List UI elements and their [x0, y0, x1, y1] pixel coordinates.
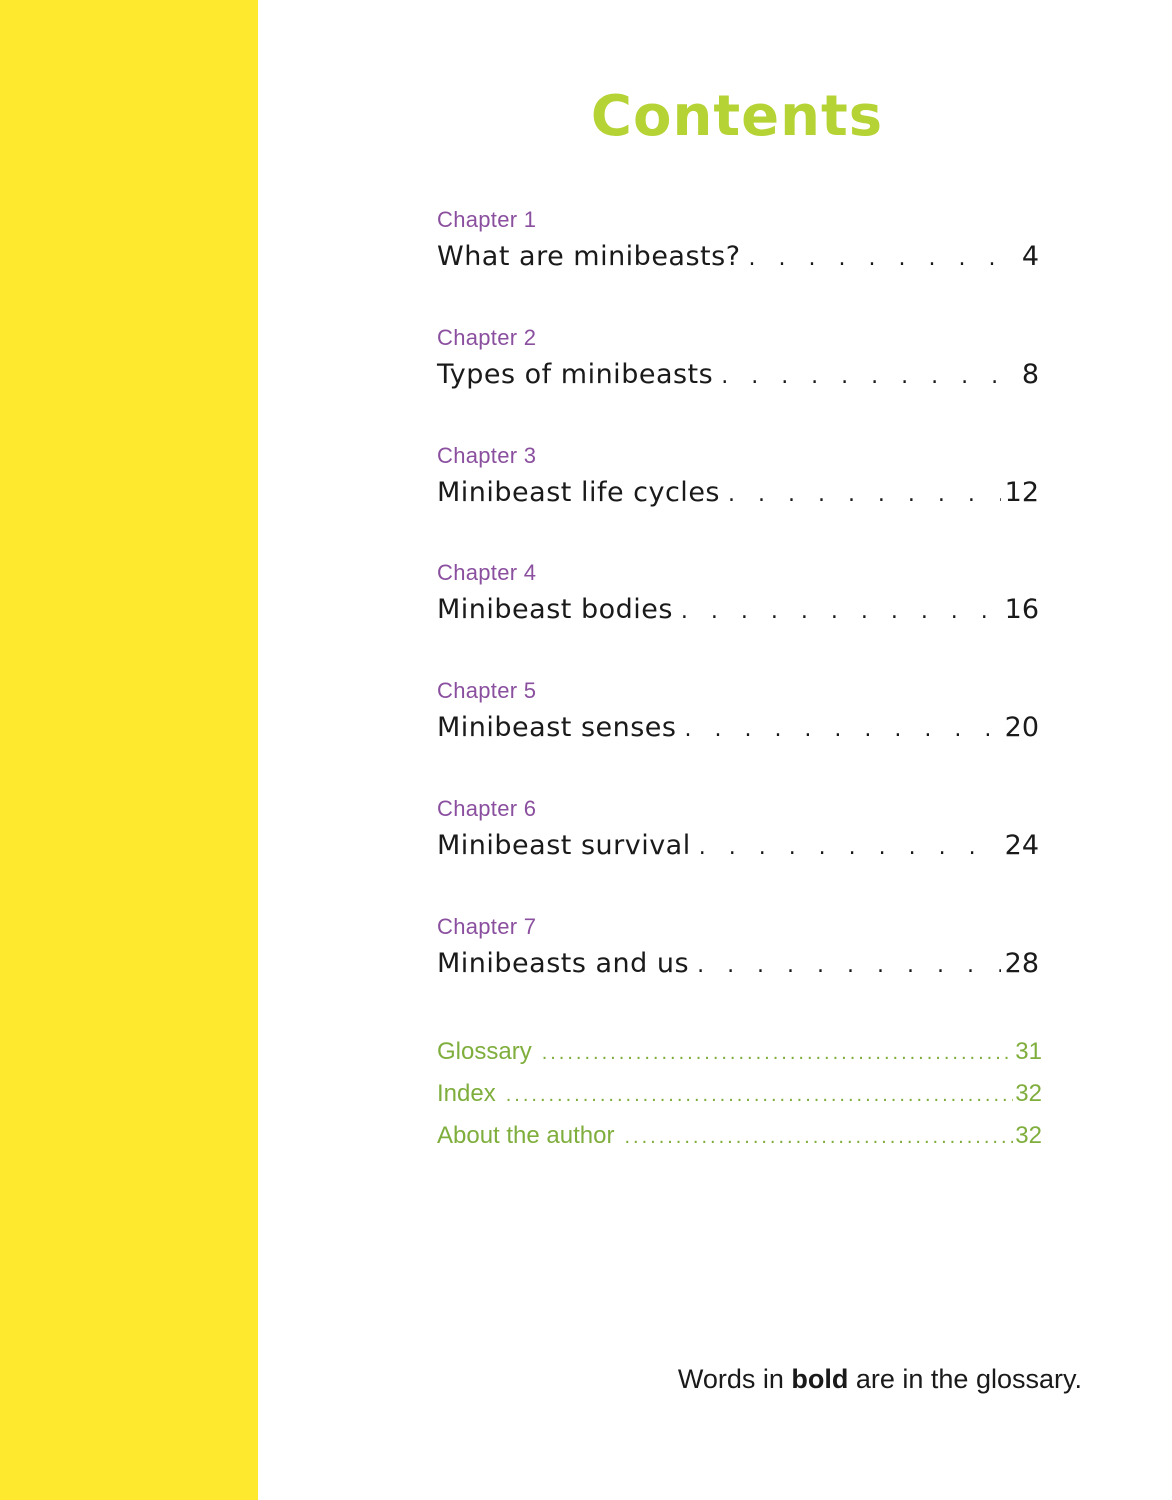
- back-matter-glossary[interactable]: [437, 1038, 1042, 1080]
- dot-leader: [728, 482, 1001, 507]
- chapter-title: Minibeast life cycles: [437, 477, 720, 508]
- chapter-line: [437, 594, 1039, 634]
- chapter-page-number: 20: [1004, 712, 1039, 743]
- dot-leader: [699, 835, 1001, 860]
- chapter-label: Chapter 4: [437, 560, 537, 585]
- dot-leader: [506, 1084, 1014, 1107]
- chapter-label: Chapter 1: [437, 207, 537, 232]
- chapter-entry-2[interactable]: [437, 323, 1039, 399]
- glossary-footnote: [560, 1364, 1082, 1395]
- chapter-line: [437, 477, 1039, 517]
- chapter-entry-3[interactable]: [437, 441, 1039, 517]
- back-matter-index[interactable]: [437, 1080, 1042, 1122]
- chapter-page-number: 24: [1004, 830, 1039, 861]
- chapter-line: [437, 830, 1039, 870]
- chapter-label: Chapter 2: [437, 325, 537, 350]
- chapter-title: Minibeast senses: [437, 712, 677, 743]
- chapter-line: [437, 712, 1039, 752]
- chapter-entry-1[interactable]: [437, 205, 1039, 281]
- dot-leader: [681, 599, 1001, 624]
- footnote-bold-word: bold: [791, 1364, 849, 1394]
- yellow-sidebar: [0, 0, 258, 1500]
- chapter-title: Minibeasts and us: [437, 948, 690, 979]
- page-title: Contents: [590, 84, 884, 149]
- footnote-text-before: Words in: [677, 1364, 792, 1394]
- back-matter-about-author[interactable]: [437, 1122, 1042, 1164]
- chapter-title: What are minibeasts?: [437, 241, 741, 272]
- dot-leader: [684, 717, 1000, 742]
- chapter-label: Chapter 5: [437, 678, 537, 703]
- chapter-entry-6[interactable]: [437, 794, 1039, 870]
- back-matter-list: [437, 1038, 1042, 1164]
- chapter-title: Minibeast bodies: [437, 594, 673, 625]
- dot-leader: [697, 953, 1001, 978]
- chapter-page-number: 16: [1004, 594, 1039, 625]
- chapter-line: [437, 359, 1039, 399]
- chapter-page-number: 4: [1021, 241, 1039, 272]
- dot-leader: [721, 364, 1018, 389]
- chapter-page-number: 8: [1021, 359, 1039, 390]
- back-matter-label: Glossary: [437, 1038, 532, 1065]
- chapter-label: Chapter 6: [437, 796, 537, 821]
- chapter-line: [437, 241, 1039, 281]
- dot-leader: [624, 1126, 1013, 1149]
- chapter-page-number: 28: [1004, 948, 1039, 979]
- chapter-page-number: 12: [1004, 477, 1039, 508]
- chapter-label: Chapter 7: [437, 914, 537, 939]
- chapter-entry-5[interactable]: [437, 676, 1039, 752]
- back-matter-label: Index: [437, 1080, 496, 1107]
- dot-leader: [542, 1042, 1014, 1065]
- chapter-title: Types of minibeasts: [437, 359, 714, 390]
- chapter-line: [437, 948, 1039, 988]
- back-matter-label: About the author: [437, 1122, 615, 1149]
- chapter-label: Chapter 3: [437, 443, 537, 468]
- back-matter-page-number: 32: [1015, 1122, 1042, 1149]
- chapter-entry-4[interactable]: [437, 558, 1039, 634]
- back-matter-page-number: 31: [1015, 1038, 1042, 1065]
- footnote-text-after: are in the glossary.: [848, 1364, 1082, 1394]
- back-matter-page-number: 32: [1015, 1080, 1042, 1107]
- dot-leader: [749, 246, 1018, 271]
- chapter-title: Minibeast survival: [437, 830, 691, 861]
- chapter-entry-7[interactable]: [437, 912, 1039, 988]
